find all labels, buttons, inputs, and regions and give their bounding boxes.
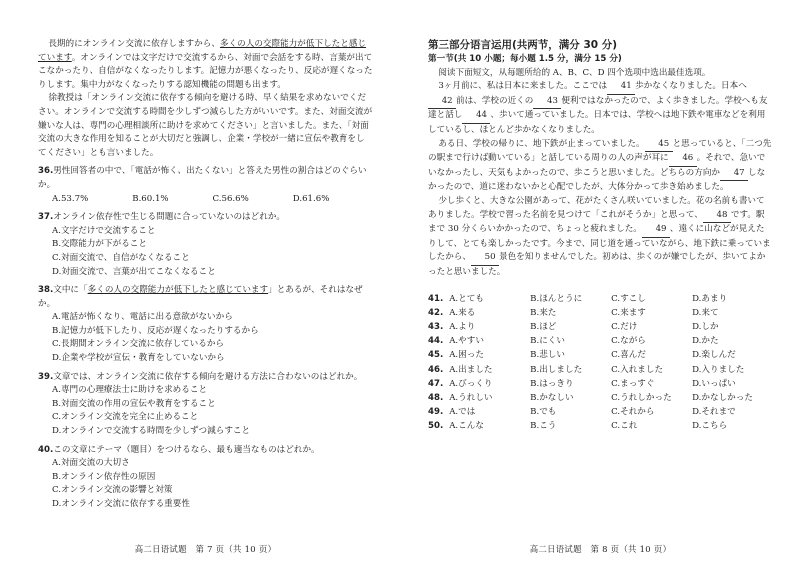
question-number: 36. — [38, 166, 54, 177]
passage-text: 。それで、急いでいなかったし、天気もよかったので、歩こうと思いました。どちらの方向か — [428, 153, 766, 178]
passage-text: 3ヶ月前に、私は日本に来ました。ここでは — [438, 81, 608, 92]
answer-option: D.こちら — [692, 421, 728, 432]
answer-option: B.ほんとうに — [530, 293, 583, 304]
answer-option: A.より — [449, 321, 476, 332]
answer-option: B.来た — [530, 307, 557, 318]
answer-option: A.びっくり — [449, 378, 493, 389]
instruction: 阅读下面短文，从每题所给的 A、B、C、D 四个选项中选出最佳选项。 — [438, 67, 711, 78]
answer-option: D.入りました — [692, 364, 745, 375]
question-text: この文章にテーマ（題目）をつけるなら、最も適当なものはどれか。 — [53, 444, 320, 455]
option: A.専門の心理療法士に助けを求めること — [52, 385, 208, 396]
answer-option: A.やすい — [449, 336, 484, 347]
answer-option: C.来ます — [611, 307, 646, 318]
option: A.電話が怖くなり、電話に出る意欲がないから — [52, 312, 233, 323]
passage-text: です。駅まで 30 分くらいかかったので、ちょっと疲れました。 — [428, 209, 765, 235]
passage-text: 、遠くに山などが見えたりして、とても楽しかったです。今まで、同じ道を通っていながら、地下鉄に乗っていましたから、 — [428, 224, 771, 263]
answer-option: C.それから — [611, 407, 655, 418]
option: A.文字だけで交流すること — [52, 225, 156, 236]
answer-option: B.でも — [530, 407, 557, 418]
cloze-paragraph — [428, 138, 773, 195]
question-stem — [38, 284, 373, 311]
question-number: 39. — [38, 371, 54, 382]
answer-row — [428, 363, 773, 377]
page-footer: 高二日语试题 第 7 页（共 10 页） — [134, 544, 277, 555]
blank-49: 49 — [642, 223, 670, 238]
answer-row — [428, 419, 773, 433]
answer-option: A.では — [449, 407, 476, 418]
answer-option: B.かなしい — [530, 392, 574, 403]
answer-option: C.ながら — [611, 336, 646, 347]
answer-number: 49. — [428, 407, 444, 418]
answer-option: B.こう — [530, 421, 557, 432]
passage-text: 景色を知りませんでした。初めは、歩くのが嫌でしたが、歩いてよかったと思いました。 — [428, 252, 766, 277]
cloze-paragraph — [428, 80, 773, 137]
passage-text: 長期的にオンライン交流に依存しますから、 — [48, 39, 220, 49]
question-text: オンライン依存性で生じる問題に合っていないのはどれか。 — [53, 212, 286, 223]
answer-row — [428, 405, 773, 419]
passage-text: 、歩いて通っていました。日本では、学校へは地下鉄や電車などを利用しているし、ほとんど歩かなくなりました。 — [428, 110, 766, 135]
answer-number: 42. — [428, 307, 444, 318]
question-text: 文中に「 — [53, 285, 88, 296]
page-footer: 高二日语试题 第 8 页（共 10 页） — [529, 544, 672, 555]
question-text: 」とあるが、それはなぜか。 — [38, 285, 363, 309]
passage-text: ある日、学校の帰りに、地下鉄が止まっていました。 — [438, 138, 645, 149]
answer-row — [428, 334, 773, 348]
option: D.61.6% — [292, 193, 330, 204]
answer-number: 47. — [428, 378, 444, 389]
answer-option: C.うれしかった — [611, 392, 672, 403]
passage-paragraph-2: 徐教授は「オンライン交流に依存する傾向を避ける時、早く結果を求めないでください。オンラインで交流する時間を少しずつ減らした方がいいです。また、対面交流が嫌いな人は、専門の心理相談所に助けを求めてください」と言いました。また、「対面交流の大きな作用を知ることが大切だと強調し、企業・学校が一緒に宣伝や教育をしてください」とも言いました。 — [38, 93, 373, 158]
answer-row — [428, 292, 773, 306]
question-37 — [38, 211, 373, 279]
blank-44: 44 — [462, 109, 490, 124]
answer-row — [428, 391, 773, 405]
answer-row — [428, 348, 773, 362]
answer-option: D.いっぱい — [692, 378, 736, 389]
question-stem — [38, 444, 373, 458]
question-list — [38, 165, 373, 511]
option: B.記憶力が低下したり、反応が遅くなったりするから — [52, 325, 259, 336]
blank-45: 45 — [645, 138, 673, 153]
question-number: 38. — [38, 285, 54, 296]
answer-row — [428, 377, 773, 391]
option: A.53.7% — [52, 193, 89, 204]
option: D.対面交流で、言葉が出てこなくなること — [52, 266, 216, 277]
answer-option: C.入れました — [611, 364, 664, 375]
answer-number: 43. — [428, 321, 444, 332]
option: D.オンラインで交流する時間を少しずつ減らすこと — [52, 426, 251, 437]
answer-option: D.来て — [692, 307, 719, 318]
answer-number: 46. — [428, 364, 444, 375]
option: B.交際能力が下がること — [52, 239, 147, 250]
question-stem — [38, 211, 373, 225]
blank-47: 47 — [720, 167, 748, 182]
option: C.対面交流で、自信がなくなること — [52, 252, 190, 263]
question-number: 40. — [38, 444, 54, 455]
answer-option: D.かなしかった — [692, 392, 753, 403]
answer-option: B.にくい — [530, 336, 565, 347]
answer-option: D.しか — [692, 321, 719, 332]
question-text: 文章では、オンライン交流に依存する傾向を避ける方法に合わないのはどれか。 — [53, 371, 363, 382]
answer-option: A.出ました — [449, 364, 493, 375]
answer-option: C.喜んだ — [611, 350, 646, 361]
answer-number: 41. — [428, 293, 444, 304]
answer-option: B.出しました — [530, 364, 583, 375]
cloze-passage — [428, 80, 773, 279]
answer-number: 45. — [428, 350, 444, 361]
blank-46: 46 — [669, 152, 697, 167]
options-row — [38, 193, 373, 207]
answer-option: B.悲しい — [530, 350, 565, 361]
page-7 — [38, 0, 373, 565]
cloze-paragraph — [428, 195, 773, 280]
answer-option: A.とても — [449, 293, 484, 304]
question-text: 男性回答者の中で、「電話が怖く、出たくない」と答えた男性の割合はどのぐらいか。 — [38, 166, 367, 190]
answer-option: C.すこし — [611, 293, 646, 304]
passage-text: しなかったので、道に迷わないかと心配でしたが、大体分かって歩き始めました。 — [428, 167, 766, 193]
passage-text: 前は、学校の近くの — [456, 95, 534, 106]
passage-text: 歩かなくなりました。日本へ — [635, 81, 747, 92]
answer-row — [428, 320, 773, 334]
answer-option: A.こんな — [449, 421, 484, 432]
passage-paragraph-1 — [38, 38, 373, 92]
section-title: 第三部分语言运用(共两节，满分 30 分) — [428, 39, 618, 51]
option: C.オンライン交流を完全に止めること — [52, 412, 199, 423]
answer-options-table — [428, 292, 773, 434]
question-stem — [38, 165, 373, 192]
blank-48: 48 — [703, 209, 731, 224]
question-40 — [38, 444, 373, 512]
option: B.対面交流の作用の宣伝や教育をすること — [52, 398, 216, 409]
blank-41: 41 — [607, 80, 635, 95]
underlined-phrase: 多くの人の交際能力が低下したと感じています — [38, 39, 367, 63]
answer-option: D.かた — [692, 336, 719, 347]
answer-row — [428, 306, 773, 320]
passage-text: 便利ではなかったので、よく歩きました。学校へも友達と話し — [428, 95, 768, 121]
blank-42: 42 — [428, 95, 456, 110]
question-38 — [38, 284, 373, 366]
answer-number: 48. — [428, 392, 444, 403]
option: C.56.6% — [212, 193, 249, 204]
option: D.企業や学校が宣伝・教育をしていないから — [52, 353, 225, 364]
question-36 — [38, 165, 373, 206]
answer-number: 44. — [428, 336, 444, 347]
question-stem — [38, 371, 373, 385]
answer-number: 50. — [428, 421, 444, 432]
option: C.オンライン交流の影響と対策 — [52, 485, 173, 496]
blank-43: 43 — [533, 95, 561, 110]
answer-option: A.困った — [449, 350, 484, 361]
option: D.オンライン交流に依存する重要性 — [52, 499, 190, 509]
section-subtitle: 第一节(共 10 小题；每小题 1.5 分，满分 15 分) — [428, 54, 622, 64]
answer-option: D.楽しんだ — [692, 350, 736, 361]
option: B.オンライン依存性の原因 — [52, 471, 156, 482]
question-number: 37. — [38, 212, 54, 223]
answer-option: A.うれしい — [449, 392, 493, 403]
passage-text: と思っていると、「二つ先の駅まで行けば動いている」と話している周りの人の声が耳に — [428, 138, 772, 164]
answer-option: A.来る — [449, 307, 476, 318]
option: C.長期間オンライン交流に依存しているから — [52, 339, 225, 350]
answer-option: B.はっきり — [530, 378, 574, 389]
answer-option: D.それまで — [692, 407, 736, 418]
passage-text: 少し歩くと、大きな公園があって、花がたくさん咲いていました。花の名前も書いてありました。学校で習った名前を見つけて「これがそうか」と思って、 — [428, 195, 765, 220]
answer-option: D.あまり — [692, 293, 728, 304]
option: B.60.1% — [132, 193, 169, 204]
page-8 — [428, 0, 773, 565]
question-39 — [38, 371, 373, 439]
passage-text: 。オンラインでは文字だけで交流するから、対面で会話をする時、言葉が出てこなかったり、自信がなくなったりします。記憶力が悪くなったり、反応が遅くなったりします。集中力がなくなったりする認知機能の問題も出ます。 — [38, 52, 373, 90]
answer-option: C.これ — [611, 421, 638, 432]
option: A.対面交流の大切さ — [52, 458, 130, 469]
answer-option: C.まっすぐ — [611, 378, 655, 389]
answer-option: B.ほど — [530, 321, 557, 332]
blank-50: 50 — [471, 251, 499, 266]
underlined-phrase: 多くの人の交際能力が低下したと感じています — [87, 285, 269, 296]
answer-option: C.だけ — [611, 321, 638, 332]
